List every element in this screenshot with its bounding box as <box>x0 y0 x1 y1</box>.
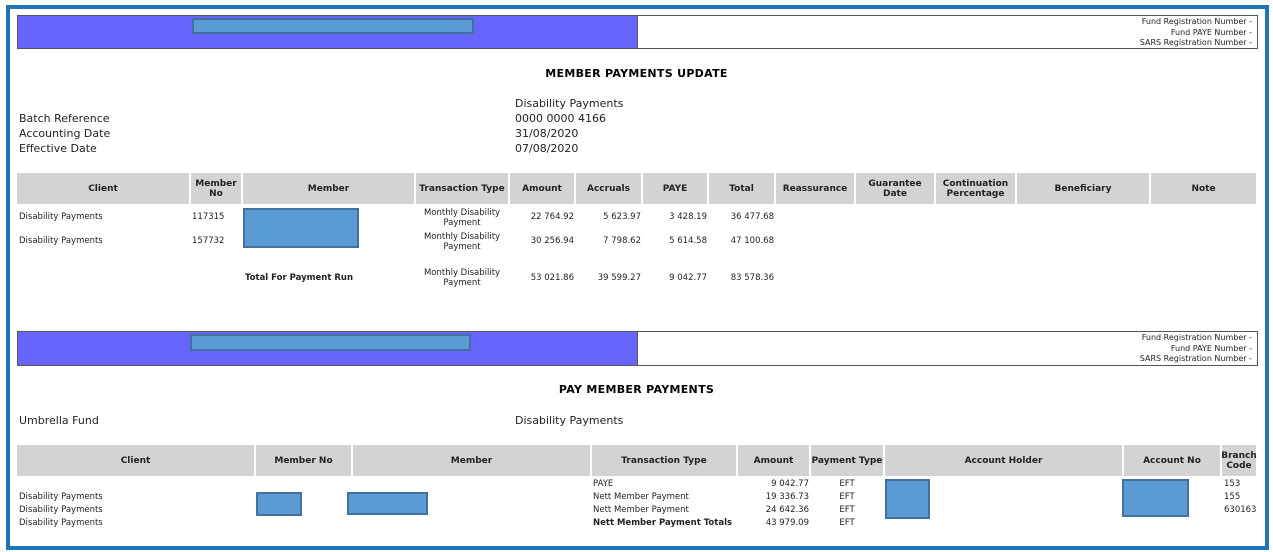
col-member: Member <box>353 445 590 476</box>
fund-paye-number: Fund PAYE Number - <box>1170 343 1252 353</box>
redacted-member-name <box>347 492 428 515</box>
batch-reference-label: Batch Reference <box>19 112 110 125</box>
payment-type-value: Disability Payments <box>515 97 624 110</box>
redacted-account-holder <box>885 479 930 519</box>
col-reassurance: Reassurance <box>776 173 854 204</box>
col-paye: PAYE <box>643 173 707 204</box>
col-account-holder: Account Holder <box>885 445 1122 476</box>
row2-accruals: 7 798.62 <box>603 236 641 246</box>
registration-info <box>1140 333 1252 365</box>
txn2-amount: 19 336.73 <box>765 492 809 502</box>
col-amount: Amount <box>510 173 574 204</box>
total-row-accruals: 39 599.27 <box>597 273 641 283</box>
fund-registration-number: Fund Registration Number - <box>1141 333 1252 342</box>
row2-paye: 5 614.58 <box>669 236 707 246</box>
fund-header-2 <box>17 331 1258 366</box>
col-branch-code: Branch Code <box>1222 445 1256 476</box>
batch-reference-value: 0000 0000 4166 <box>515 112 606 125</box>
txn1-branch-code: 153 <box>1224 479 1241 489</box>
client-3: Disability Payments <box>19 518 103 528</box>
row2-client: Disability Payments <box>19 236 103 246</box>
accounting-date-label: Accounting Date <box>19 127 111 140</box>
txn2-payment-type: EFT <box>839 492 855 502</box>
total-row-total: 83 578.36 <box>730 273 774 283</box>
row2-amount: 30 256.94 <box>530 236 574 246</box>
total-row-paye: 9 042.77 <box>669 273 707 283</box>
report-title-member-payments-update: MEMBER PAYMENTS UPDATE <box>545 67 728 80</box>
registration-info <box>1140 17 1252 49</box>
redacted-fund-name <box>192 18 474 34</box>
effective-date-value: 07/08/2020 <box>515 142 579 155</box>
row1-client: Disability Payments <box>19 212 103 222</box>
redacted-fund-name <box>190 334 471 351</box>
txn3-amount: 24 642.36 <box>765 505 809 515</box>
sars-registration-number: SARS Registration Number - <box>1139 38 1252 47</box>
col-amount: Amount <box>738 445 809 476</box>
col-continuation-percentage: Continuation Percentage <box>936 173 1015 204</box>
sars-registration-number: SARS Registration Number - <box>1139 354 1252 363</box>
accounting-date-value: 31/08/2020 <box>515 127 579 140</box>
col-guarantee-date: Guarantee Date <box>856 173 934 204</box>
txn1-payment-type: EFT <box>839 479 855 489</box>
row1-amount: 22 764.92 <box>530 212 574 222</box>
row1-total: 36 477.68 <box>730 212 774 222</box>
txn-totals-payment-type: EFT <box>839 518 855 528</box>
redacted-member-names <box>243 208 359 248</box>
txn2-type: Nett Member Payment <box>593 492 689 502</box>
row1-member-no: 117315 <box>192 212 225 222</box>
col-accruals: Accruals <box>576 173 641 204</box>
col-note: Note <box>1151 173 1256 204</box>
col-transaction-type: Transaction Type <box>592 445 736 476</box>
row2-member-no: 157732 <box>192 236 225 246</box>
col-client: Client <box>17 445 254 476</box>
row1-paye: 3 428.19 <box>669 212 707 222</box>
col-member: Member <box>243 173 414 204</box>
payment-type-value: Disability Payments <box>515 414 624 427</box>
txn-totals-label: Nett Member Payment Totals <box>593 518 733 528</box>
row2-total: 47 100.68 <box>730 236 774 246</box>
col-member-no: Member No <box>256 445 351 476</box>
txn-totals-amount: 43 979.09 <box>765 518 809 528</box>
row2-transaction-type: Monthly Disability Payment <box>423 232 501 252</box>
fund-registration-number: Fund Registration Number - <box>1141 17 1252 26</box>
total-row-transaction-type: Monthly Disability Payment <box>423 268 501 288</box>
row1-accruals: 5 623.97 <box>603 212 641 222</box>
total-row-amount: 53 021.86 <box>530 273 574 283</box>
total-row-label: Total For Payment Run <box>245 273 353 283</box>
client-2: Disability Payments <box>19 505 103 515</box>
umbrella-fund-label: Umbrella Fund <box>19 414 99 427</box>
fund-paye-number: Fund PAYE Number - <box>1170 27 1252 37</box>
col-member-no: Member No <box>191 173 241 204</box>
txn1-type: PAYE <box>593 479 614 489</box>
txn3-payment-type: EFT <box>839 505 855 515</box>
txn3-branch-code: 630163 <box>1224 505 1257 515</box>
redacted-member-no <box>256 492 302 516</box>
row1-transaction-type: Monthly Disability Payment <box>423 208 501 228</box>
col-beneficiary: Beneficiary <box>1017 173 1149 204</box>
col-payment-type: Payment Type <box>811 445 883 476</box>
redacted-account-no <box>1122 479 1189 517</box>
txn2-branch-code: 155 <box>1224 492 1241 502</box>
txn1-amount: 9 042.77 <box>771 479 809 489</box>
report-title-pay-member-payments: PAY MEMBER PAYMENTS <box>558 383 715 396</box>
txn3-type: Nett Member Payment <box>593 505 689 515</box>
effective-date-label: Effective Date <box>19 142 97 155</box>
col-client: Client <box>17 173 189 204</box>
col-account-no: Account No <box>1124 445 1220 476</box>
client-1: Disability Payments <box>19 492 103 502</box>
fund-header-1 <box>17 15 1258 49</box>
col-transaction-type: Transaction Type <box>416 173 508 204</box>
col-total: Total <box>709 173 774 204</box>
